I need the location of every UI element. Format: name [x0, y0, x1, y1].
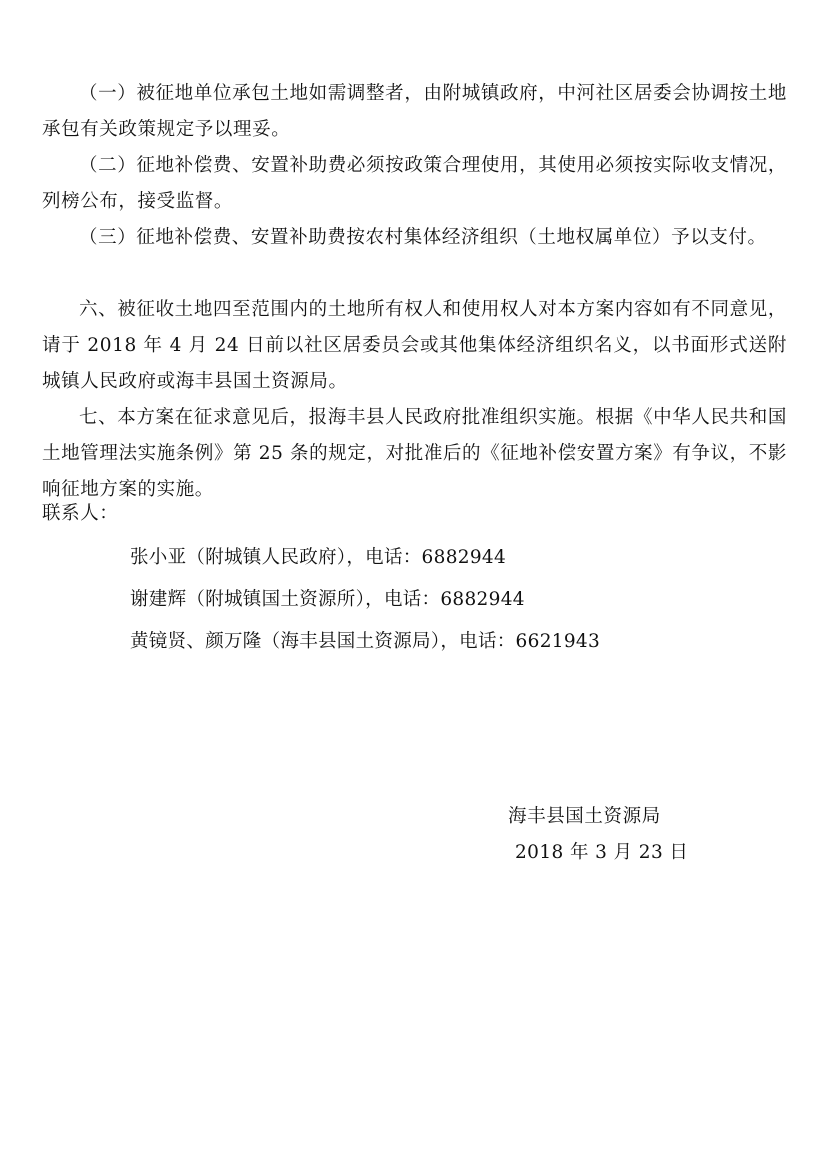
section-6-objections: 六、被征收土地四至范围内的土地所有权人和使用权人对本方案内容如有不同意见，请于 2018 年 4 月 24 日前以社区居委员会或其他集体经济组织名义，以书面形式送附城镇人民政府或海丰县国土资源局。 [42, 299, 787, 392]
signature-date: 2018 年 3 月 23 日 [515, 842, 689, 863]
contacts-label: 联系人： [42, 503, 119, 524]
contact-entry: 黄镜贤、颜万隆（海丰县国土资源局），电话：6621943 [130, 631, 601, 652]
clause-1-adjustment: （一）被征地单位承包土地如需调整者，由附城镇政府，中河社区居委会协调按土地承包有关政策规定予以理妥。 [42, 83, 787, 140]
clause-3-payment: （三）征地补偿费、安置补助费按农村集体经济组织（土地权属单位）予以支付。 [79, 227, 767, 248]
section-7-implementation: 七、本方案在征求意见后，报海丰县人民政府批准组织实施。根据《中华人民共和国土地管理法实施条例》第 25 条的规定，对批准后的《征地补偿安置方案》有争议，不影响征地方案的实施。 [42, 407, 787, 500]
signature-organization: 海丰县国土资源局 [508, 806, 661, 827]
contact-entry: 谢建辉（附城镇国土资源所），电话：6882944 [130, 589, 525, 610]
clause-2-fund-usage: （二）征地补偿费、安置补助费必须按政策合理使用，其使用必须按实际收支情况，列榜公布，接受监督。 [42, 155, 787, 212]
contact-entry: 张小亚（附城镇人民政府），电话：6882944 [130, 547, 507, 568]
